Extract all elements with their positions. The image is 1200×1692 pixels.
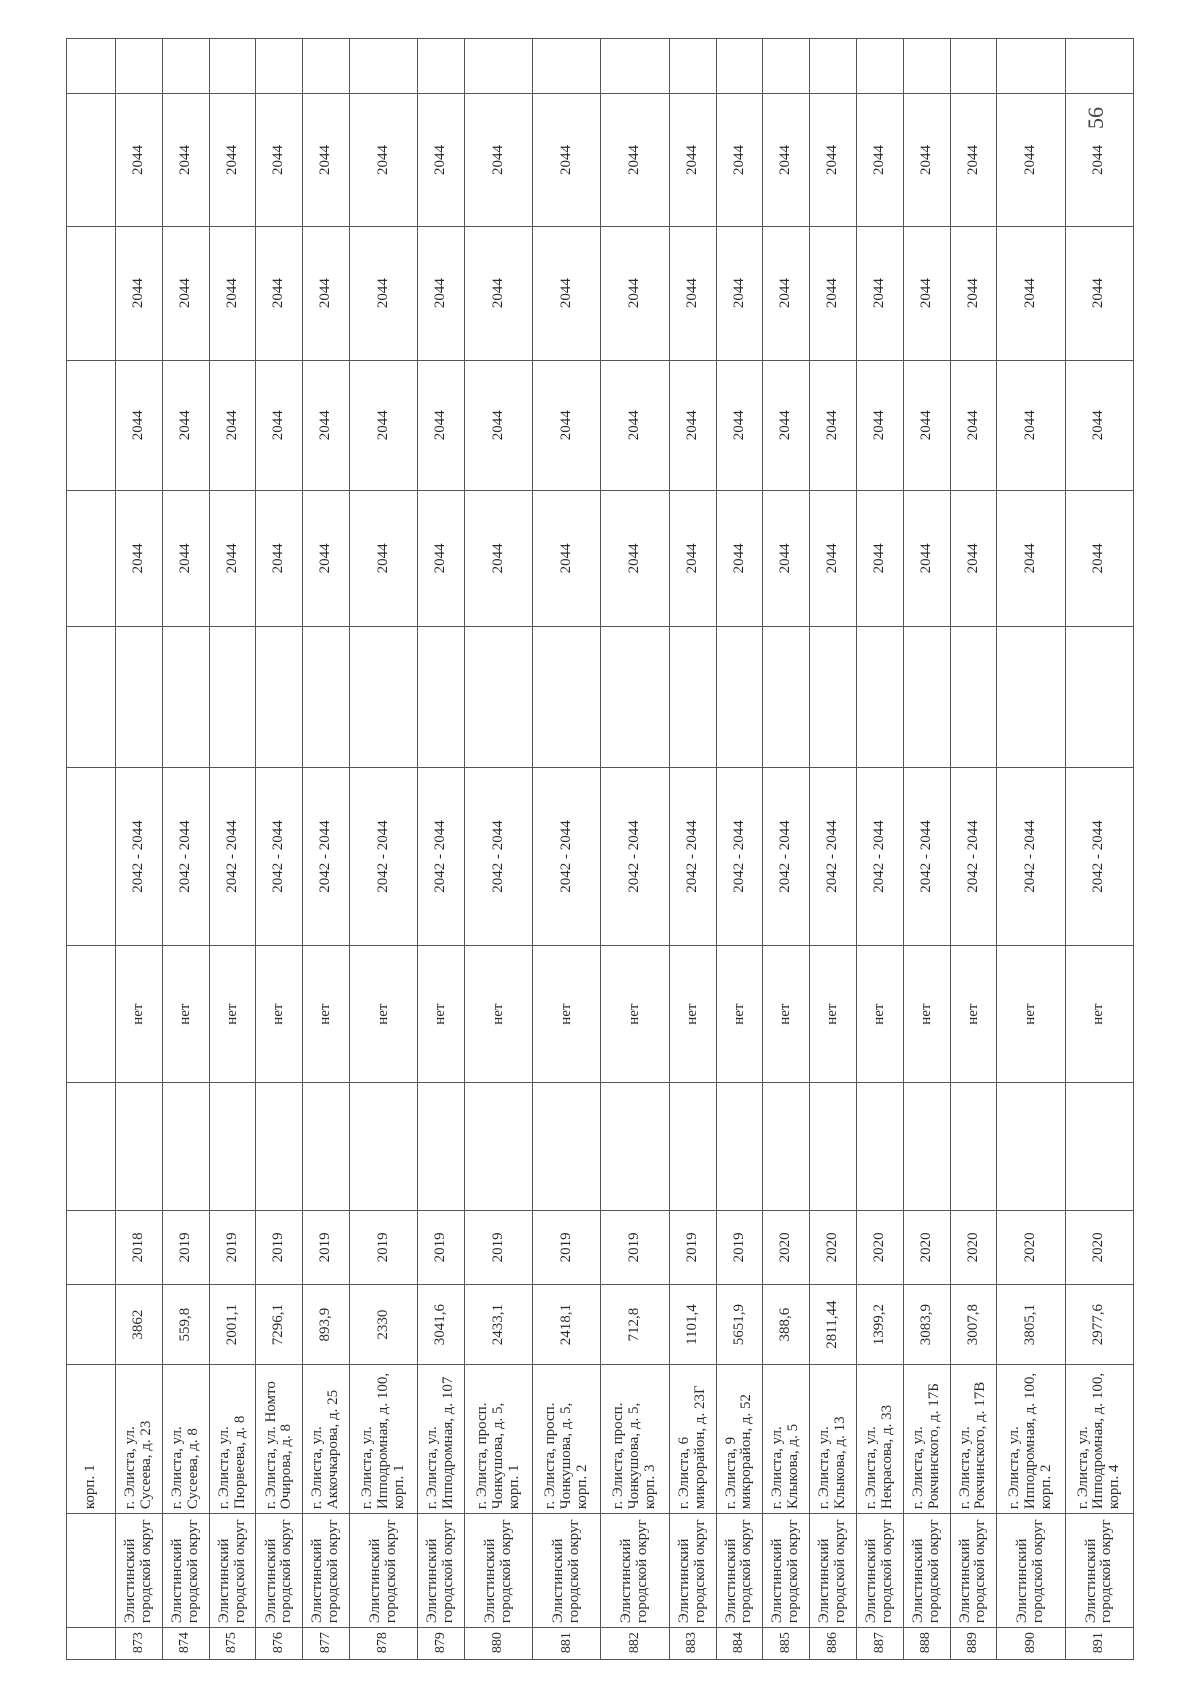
year-2-cell: 2044: [810, 360, 857, 490]
area-cell: 3007,8: [950, 1285, 997, 1365]
district-cell: Элистинский городской округ: [418, 1514, 465, 1628]
empty-cell: [116, 1082, 163, 1210]
area-cell: 559,8: [162, 1285, 209, 1365]
year-2-cell: 2044: [669, 360, 716, 490]
district-cell: Элистинский городской округ: [350, 1514, 418, 1628]
district-cell: Элистинский городской округ: [256, 1514, 303, 1628]
row-number: 890: [997, 1628, 1065, 1660]
row-number: 885: [763, 1628, 810, 1660]
year-1-cell: 2044: [303, 490, 350, 626]
year-1-cell: 2044: [763, 490, 810, 626]
year-3-cell: 2044: [810, 226, 857, 360]
address-cell: г. Элиста, ул. Ипподромная, д. 100, корп. 2: [997, 1365, 1065, 1514]
empty-cell: [810, 39, 857, 95]
empty-cell: [810, 626, 857, 767]
year-1-cell: 2044: [209, 490, 256, 626]
year-2-cell: 2044: [418, 360, 465, 490]
empty-cell: [209, 626, 256, 767]
row-number: 891: [1065, 1628, 1133, 1660]
row-number: 883: [669, 1628, 716, 1660]
empty-cell: [903, 1082, 950, 1210]
address-cell: г. Элиста, ул. Некрасова, д. 33: [856, 1365, 903, 1514]
area-cell: 5651,9: [716, 1285, 763, 1365]
year-2-cell: 2044: [533, 360, 601, 490]
empty-cell: [303, 1082, 350, 1210]
row-number: 889: [950, 1628, 997, 1660]
year-cell: 2020: [903, 1210, 950, 1285]
empty-cell: [465, 626, 533, 767]
table-row: [716, 39, 763, 1660]
register-table: [66, 38, 1134, 1660]
empty-cell: [465, 1082, 533, 1210]
year-4-cell: 2044: [763, 94, 810, 226]
year-2-cell: 2044: [903, 360, 950, 490]
flag-cell: нет: [950, 946, 997, 1082]
year-4-cell: 2044: [116, 94, 163, 226]
empty-cell: [116, 626, 163, 767]
period-cell: 2042 - 2044: [1065, 767, 1133, 946]
row-number: 887: [856, 1628, 903, 1660]
year-2-cell: 2044: [256, 360, 303, 490]
period-cell: 2042 - 2044: [903, 767, 950, 946]
year-3-cell: 2044: [903, 226, 950, 360]
year-cell: 2019: [162, 1210, 209, 1285]
area-cell: 1101,4: [669, 1285, 716, 1365]
empty-cell: [601, 626, 669, 767]
address-cell: г. Элиста, ул. Клыкова, д. 13: [810, 1365, 857, 1514]
empty-cell: [997, 626, 1065, 767]
row-number: 874: [162, 1628, 209, 1660]
year-4-cell: 2044: [418, 94, 465, 226]
area-cell: 2977,6: [1065, 1285, 1133, 1365]
year-3-cell: 2044: [162, 226, 209, 360]
empty-cell: [418, 39, 465, 95]
flag-cell: нет: [162, 946, 209, 1082]
year-1-cell: 2044: [162, 490, 209, 626]
table-row: [763, 39, 810, 1660]
empty-cell: [763, 1082, 810, 1210]
year-3-cell: 2044: [418, 226, 465, 360]
row-number: 880: [465, 1628, 533, 1660]
year-4-cell: 2044: [1065, 94, 1133, 226]
address-cell: г. Элиста, ул. Ипподромная, д. 100, корп. 4: [1065, 1365, 1133, 1514]
district-cell: Элистинский городской округ: [669, 1514, 716, 1628]
row-number: 879: [418, 1628, 465, 1660]
district-cell: Элистинский городской округ: [950, 1514, 997, 1628]
period-cell: 2042 - 2044: [303, 767, 350, 946]
table-row: [116, 39, 163, 1660]
continuation-text: корп. 1: [67, 1365, 116, 1514]
period-cell: 2042 - 2044: [116, 767, 163, 946]
year-2-cell: 2044: [950, 360, 997, 490]
year-1-cell: 2044: [856, 490, 903, 626]
area-cell: 2001,1: [209, 1285, 256, 1365]
period-cell: 2042 - 2044: [763, 767, 810, 946]
table-row: [162, 39, 209, 1660]
year-3-cell: 2044: [533, 226, 601, 360]
flag-cell: нет: [716, 946, 763, 1082]
year-4-cell: 2044: [856, 94, 903, 226]
row-number: 877: [303, 1628, 350, 1660]
table-row: [209, 39, 256, 1660]
period-cell: 2042 - 2044: [997, 767, 1065, 946]
row-number: 884: [716, 1628, 763, 1660]
period-cell: 2042 - 2044: [810, 767, 857, 946]
year-4-cell: 2044: [465, 94, 533, 226]
table-row: [418, 39, 465, 1660]
period-cell: 2042 - 2044: [465, 767, 533, 946]
year-cell: 2019: [716, 1210, 763, 1285]
flag-cell: нет: [601, 946, 669, 1082]
flag-cell: нет: [116, 946, 163, 1082]
table-row: [350, 39, 418, 1660]
address-cell: г. Элиста, 9 микрорайон, д. 52: [716, 1365, 763, 1514]
flag-cell: нет: [418, 946, 465, 1082]
year-1-cell: 2044: [810, 490, 857, 626]
address-cell: г. Элиста, ул. Пюрвеева, д. 8: [209, 1365, 256, 1514]
flag-cell: нет: [997, 946, 1065, 1082]
year-1-cell: 2044: [601, 490, 669, 626]
district-cell: Элистинский городской округ: [601, 1514, 669, 1628]
empty-cell: [950, 626, 997, 767]
row-number: 886: [810, 1628, 857, 1660]
empty-cell: [950, 1082, 997, 1210]
empty-cell: [162, 1082, 209, 1210]
area-cell: 388,6: [763, 1285, 810, 1365]
empty-cell: [716, 1082, 763, 1210]
empty-cell: [256, 1082, 303, 1210]
area-cell: 2418,1: [533, 1285, 601, 1365]
year-cell: 2019: [669, 1210, 716, 1285]
year-1-cell: 2044: [350, 490, 418, 626]
page-number: 56: [1083, 107, 1108, 129]
flag-cell: нет: [256, 946, 303, 1082]
empty-cell: [1065, 626, 1133, 767]
address-cell: г. Элиста, ул. Клыкова, д. 5: [763, 1365, 810, 1514]
year-1-cell: 2044: [1065, 490, 1133, 626]
empty-cell: [950, 39, 997, 95]
empty-cell: [669, 39, 716, 95]
district-cell: Элистинский городской округ: [810, 1514, 857, 1628]
table-row: [601, 39, 669, 1660]
year-cell: 2020: [763, 1210, 810, 1285]
flag-cell: нет: [350, 946, 418, 1082]
row-number: 873: [116, 1628, 163, 1660]
table-row: [1065, 39, 1133, 1660]
year-4-cell: 2044: [162, 94, 209, 226]
period-cell: 2042 - 2044: [601, 767, 669, 946]
year-1-cell: 2044: [533, 490, 601, 626]
period-cell: 2042 - 2044: [350, 767, 418, 946]
address-cell: г. Элиста, ул. Аккочкарова, д. 25: [303, 1365, 350, 1514]
year-4-cell: 2044: [716, 94, 763, 226]
year-1-cell: 2044: [256, 490, 303, 626]
address-cell: г. Элиста, ул. Сусеева, д. 8: [162, 1365, 209, 1514]
year-4-cell: 2044: [303, 94, 350, 226]
empty-cell: [903, 39, 950, 95]
year-cell: 2019: [256, 1210, 303, 1285]
period-cell: 2042 - 2044: [162, 767, 209, 946]
row-number: 888: [903, 1628, 950, 1660]
address-cell: г. Элиста, просп. Чонкушова, д. 5, корп. 2: [533, 1365, 601, 1514]
district-cell: Элистинский городской округ: [997, 1514, 1065, 1628]
year-2-cell: 2044: [856, 360, 903, 490]
period-cell: 2042 - 2044: [533, 767, 601, 946]
empty-cell: [856, 1082, 903, 1210]
year-cell: 2019: [465, 1210, 533, 1285]
table-row: [810, 39, 857, 1660]
year-1-cell: 2044: [418, 490, 465, 626]
year-3-cell: 2044: [209, 226, 256, 360]
empty-cell: [763, 39, 810, 95]
empty-cell: [669, 626, 716, 767]
row-number: 875: [209, 1628, 256, 1660]
period-cell: 2042 - 2044: [669, 767, 716, 946]
empty-cell: [256, 39, 303, 95]
empty-cell: [303, 39, 350, 95]
year-4-cell: 2044: [256, 94, 303, 226]
empty-cell: [418, 1082, 465, 1210]
year-cell: 2020: [997, 1210, 1065, 1285]
year-3-cell: 2044: [856, 226, 903, 360]
year-4-cell: 2044: [533, 94, 601, 226]
year-3-cell: 2044: [716, 226, 763, 360]
year-4-cell: 2044: [601, 94, 669, 226]
year-3-cell: 2044: [763, 226, 810, 360]
address-cell: г. Элиста, ул. Рокчинского, д. 17Б: [903, 1365, 950, 1514]
empty-cell: [903, 626, 950, 767]
year-4-cell: 2044: [350, 94, 418, 226]
year-3-cell: 2044: [465, 226, 533, 360]
area-cell: 712,8: [601, 1285, 669, 1365]
empty-cell: [350, 39, 418, 95]
empty-cell: [533, 39, 601, 95]
year-4-cell: 2044: [209, 94, 256, 226]
year-4-cell: 2044: [950, 94, 997, 226]
empty-cell: [601, 39, 669, 95]
area-cell: 2433,1: [465, 1285, 533, 1365]
year-3-cell: 2044: [669, 226, 716, 360]
table-body: [67, 39, 1134, 1660]
table-row: [997, 39, 1065, 1660]
area-cell: 3041,6: [418, 1285, 465, 1365]
period-cell: 2042 - 2044: [418, 767, 465, 946]
table-row: [950, 39, 997, 1660]
district-cell: Элистинский городской округ: [763, 1514, 810, 1628]
address-cell: г. Элиста, ул. Сусеева, д. 23: [116, 1365, 163, 1514]
district-cell: Элистинский городской округ: [856, 1514, 903, 1628]
address-cell: г. Элиста, ул. Ипподромная, д. 100, корп. 1: [350, 1365, 418, 1514]
year-1-cell: 2044: [903, 490, 950, 626]
table-row: [856, 39, 903, 1660]
address-cell: г. Элиста, 6 микрорайон, д. 23Г: [669, 1365, 716, 1514]
year-cell: 2020: [950, 1210, 997, 1285]
flag-cell: нет: [303, 946, 350, 1082]
empty-cell: [856, 626, 903, 767]
year-4-cell: 2044: [997, 94, 1065, 226]
district-cell: Элистинский городской округ: [465, 1514, 533, 1628]
year-3-cell: 2044: [303, 226, 350, 360]
empty-cell: [116, 39, 163, 95]
year-2-cell: 2044: [1065, 360, 1133, 490]
district-cell: Элистинский городской округ: [303, 1514, 350, 1628]
table-row: [303, 39, 350, 1660]
empty-cell: [465, 39, 533, 95]
area-cell: 2811,44: [810, 1285, 857, 1365]
empty-cell: [303, 626, 350, 767]
rotated-table-container: [66, 38, 1134, 1660]
empty-cell: [716, 626, 763, 767]
year-3-cell: 2044: [116, 226, 163, 360]
empty-cell: [256, 626, 303, 767]
empty-cell: [997, 1082, 1065, 1210]
flag-cell: нет: [533, 946, 601, 1082]
year-cell: 2019: [303, 1210, 350, 1285]
flag-cell: нет: [763, 946, 810, 1082]
year-cell: 2018: [116, 1210, 163, 1285]
year-3-cell: 2044: [997, 226, 1065, 360]
year-cell: 2020: [856, 1210, 903, 1285]
flag-cell: нет: [1065, 946, 1133, 1082]
table-row: [465, 39, 533, 1660]
year-cell: 2020: [810, 1210, 857, 1285]
area-cell: 3862: [116, 1285, 163, 1365]
empty-cell: [1065, 1082, 1133, 1210]
area-cell: 3083,9: [903, 1285, 950, 1365]
table-row: [256, 39, 303, 1660]
district-cell: Элистинский городской округ: [903, 1514, 950, 1628]
year-1-cell: 2044: [465, 490, 533, 626]
year-cell: 2019: [601, 1210, 669, 1285]
year-2-cell: 2044: [116, 360, 163, 490]
district-cell: Элистинский городской округ: [1065, 1514, 1133, 1628]
year-2-cell: 2044: [350, 360, 418, 490]
empty-cell: [162, 626, 209, 767]
empty-cell: [856, 39, 903, 95]
year-1-cell: 2044: [716, 490, 763, 626]
flag-cell: нет: [465, 946, 533, 1082]
table-row: [669, 39, 716, 1660]
year-2-cell: 2044: [601, 360, 669, 490]
address-cell: г. Элиста, просп. Чонкушова, д. 5, корп. 1: [465, 1365, 533, 1514]
flag-cell: нет: [856, 946, 903, 1082]
flag-cell: нет: [669, 946, 716, 1082]
area-cell: 893,9: [303, 1285, 350, 1365]
year-3-cell: 2044: [350, 226, 418, 360]
empty-cell: [669, 1082, 716, 1210]
empty-cell: [162, 39, 209, 95]
district-cell: Элистинский городской округ: [716, 1514, 763, 1628]
period-cell: 2042 - 2044: [256, 767, 303, 946]
period-cell: 2042 - 2044: [716, 767, 763, 946]
area-cell: 3805,1: [997, 1285, 1065, 1365]
empty-cell: [997, 39, 1065, 95]
year-cell: 2019: [350, 1210, 418, 1285]
empty-cell: [350, 626, 418, 767]
year-1-cell: 2044: [997, 490, 1065, 626]
district-cell: Элистинский городской округ: [209, 1514, 256, 1628]
flag-cell: нет: [903, 946, 950, 1082]
year-2-cell: 2044: [465, 360, 533, 490]
table-row: [903, 39, 950, 1660]
year-1-cell: 2044: [116, 490, 163, 626]
year-2-cell: 2044: [763, 360, 810, 490]
year-3-cell: 2044: [1065, 226, 1133, 360]
empty-cell: [1065, 39, 1133, 95]
district-cell: Элистинский городской округ: [533, 1514, 601, 1628]
year-cell: 2019: [209, 1210, 256, 1285]
address-cell: г. Элиста, просп. Чонкушова, д. 5, корп. 3: [601, 1365, 669, 1514]
area-cell: 7296,1: [256, 1285, 303, 1365]
row-number: 882: [601, 1628, 669, 1660]
empty-cell: [533, 1082, 601, 1210]
row-number: 876: [256, 1628, 303, 1660]
year-4-cell: 2044: [669, 94, 716, 226]
address-cell: г. Элиста, ул. Номто Очирова, д. 8: [256, 1365, 303, 1514]
empty-cell: [810, 1082, 857, 1210]
flag-cell: нет: [209, 946, 256, 1082]
year-4-cell: 2044: [903, 94, 950, 226]
year-cell: 2019: [418, 1210, 465, 1285]
district-cell: Элистинский городской округ: [162, 1514, 209, 1628]
empty-cell: [418, 626, 465, 767]
year-2-cell: 2044: [303, 360, 350, 490]
period-cell: 2042 - 2044: [209, 767, 256, 946]
period-cell: 2042 - 2044: [856, 767, 903, 946]
table-row: [533, 39, 601, 1660]
row-number: 878: [350, 1628, 418, 1660]
period-cell: 2042 - 2044: [950, 767, 997, 946]
district-cell: Элистинский городской округ: [116, 1514, 163, 1628]
flag-cell: нет: [810, 946, 857, 1082]
address-cell: г. Элиста, ул. Рокчинского, д. 17В: [950, 1365, 997, 1514]
year-2-cell: 2044: [209, 360, 256, 490]
empty-cell: [763, 626, 810, 767]
area-cell: 2330: [350, 1285, 418, 1365]
continuation-row: [67, 39, 116, 1660]
year-4-cell: 2044: [810, 94, 857, 226]
year-3-cell: 2044: [256, 226, 303, 360]
year-2-cell: 2044: [162, 360, 209, 490]
area-cell: 1399,2: [856, 1285, 903, 1365]
year-2-cell: 2044: [997, 360, 1065, 490]
address-cell: г. Элиста, ул. Ипподромная, д. 107: [418, 1365, 465, 1514]
year-1-cell: 2044: [669, 490, 716, 626]
year-3-cell: 2044: [601, 226, 669, 360]
year-3-cell: 2044: [950, 226, 997, 360]
empty-cell: [533, 626, 601, 767]
empty-cell: [601, 1082, 669, 1210]
year-cell: 2020: [1065, 1210, 1133, 1285]
year-1-cell: 2044: [950, 490, 997, 626]
empty-cell: [716, 39, 763, 95]
year-cell: 2019: [533, 1210, 601, 1285]
empty-cell: [209, 1082, 256, 1210]
empty-cell: [350, 1082, 418, 1210]
empty-cell: [209, 39, 256, 95]
year-2-cell: 2044: [716, 360, 763, 490]
row-number: 881: [533, 1628, 601, 1660]
